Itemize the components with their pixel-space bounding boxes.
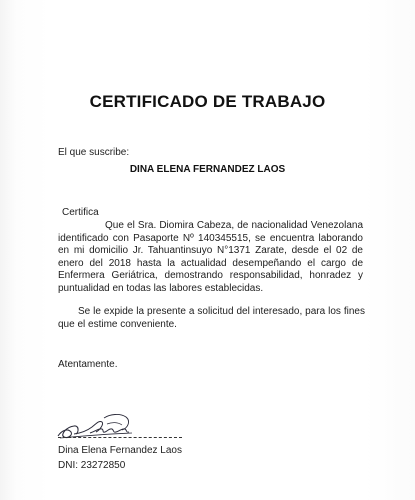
dni-text: DNI: 23272850 [58, 460, 126, 471]
signature-drawing [52, 410, 187, 444]
signer-name-heading: DINA ELENA FERNANDEZ LAOS [129, 164, 286, 175]
certifica-label: Certifica [62, 207, 99, 218]
closing-paragraph [58, 306, 365, 331]
signature-name: Dina Elena Fernandez Laos [58, 445, 182, 456]
body-paragraph [58, 220, 363, 296]
closing-paragraph-text: Se le expide la presente a solicitud del interesado, para los fines que el estime conveniente. [58, 306, 365, 330]
signature-line [58, 437, 182, 438]
body-paragraph-text: Que el Sra. Diomira Cabeza, de nacionalidad Venezolana identificado con Pasaporte Nº 140345515, se encuentra laborando en mi domicilio Jr. Tahuantinsuyo N°1371 Zarate, desde el 02 de enero del 2018 hasta la actualidad desempeñando el cargo de Enfermera Geriátrica, demostrando responsabilidad, honradez y puntualidad en todas las labores establecidas. [58, 220, 363, 294]
handwritten-signature [52, 410, 187, 444]
farewell-text: Atentamente. [58, 359, 118, 370]
document-title: CERTIFICADO DE TRABAJO [89, 92, 326, 111]
intro-text: El que suscribe: [58, 147, 130, 158]
